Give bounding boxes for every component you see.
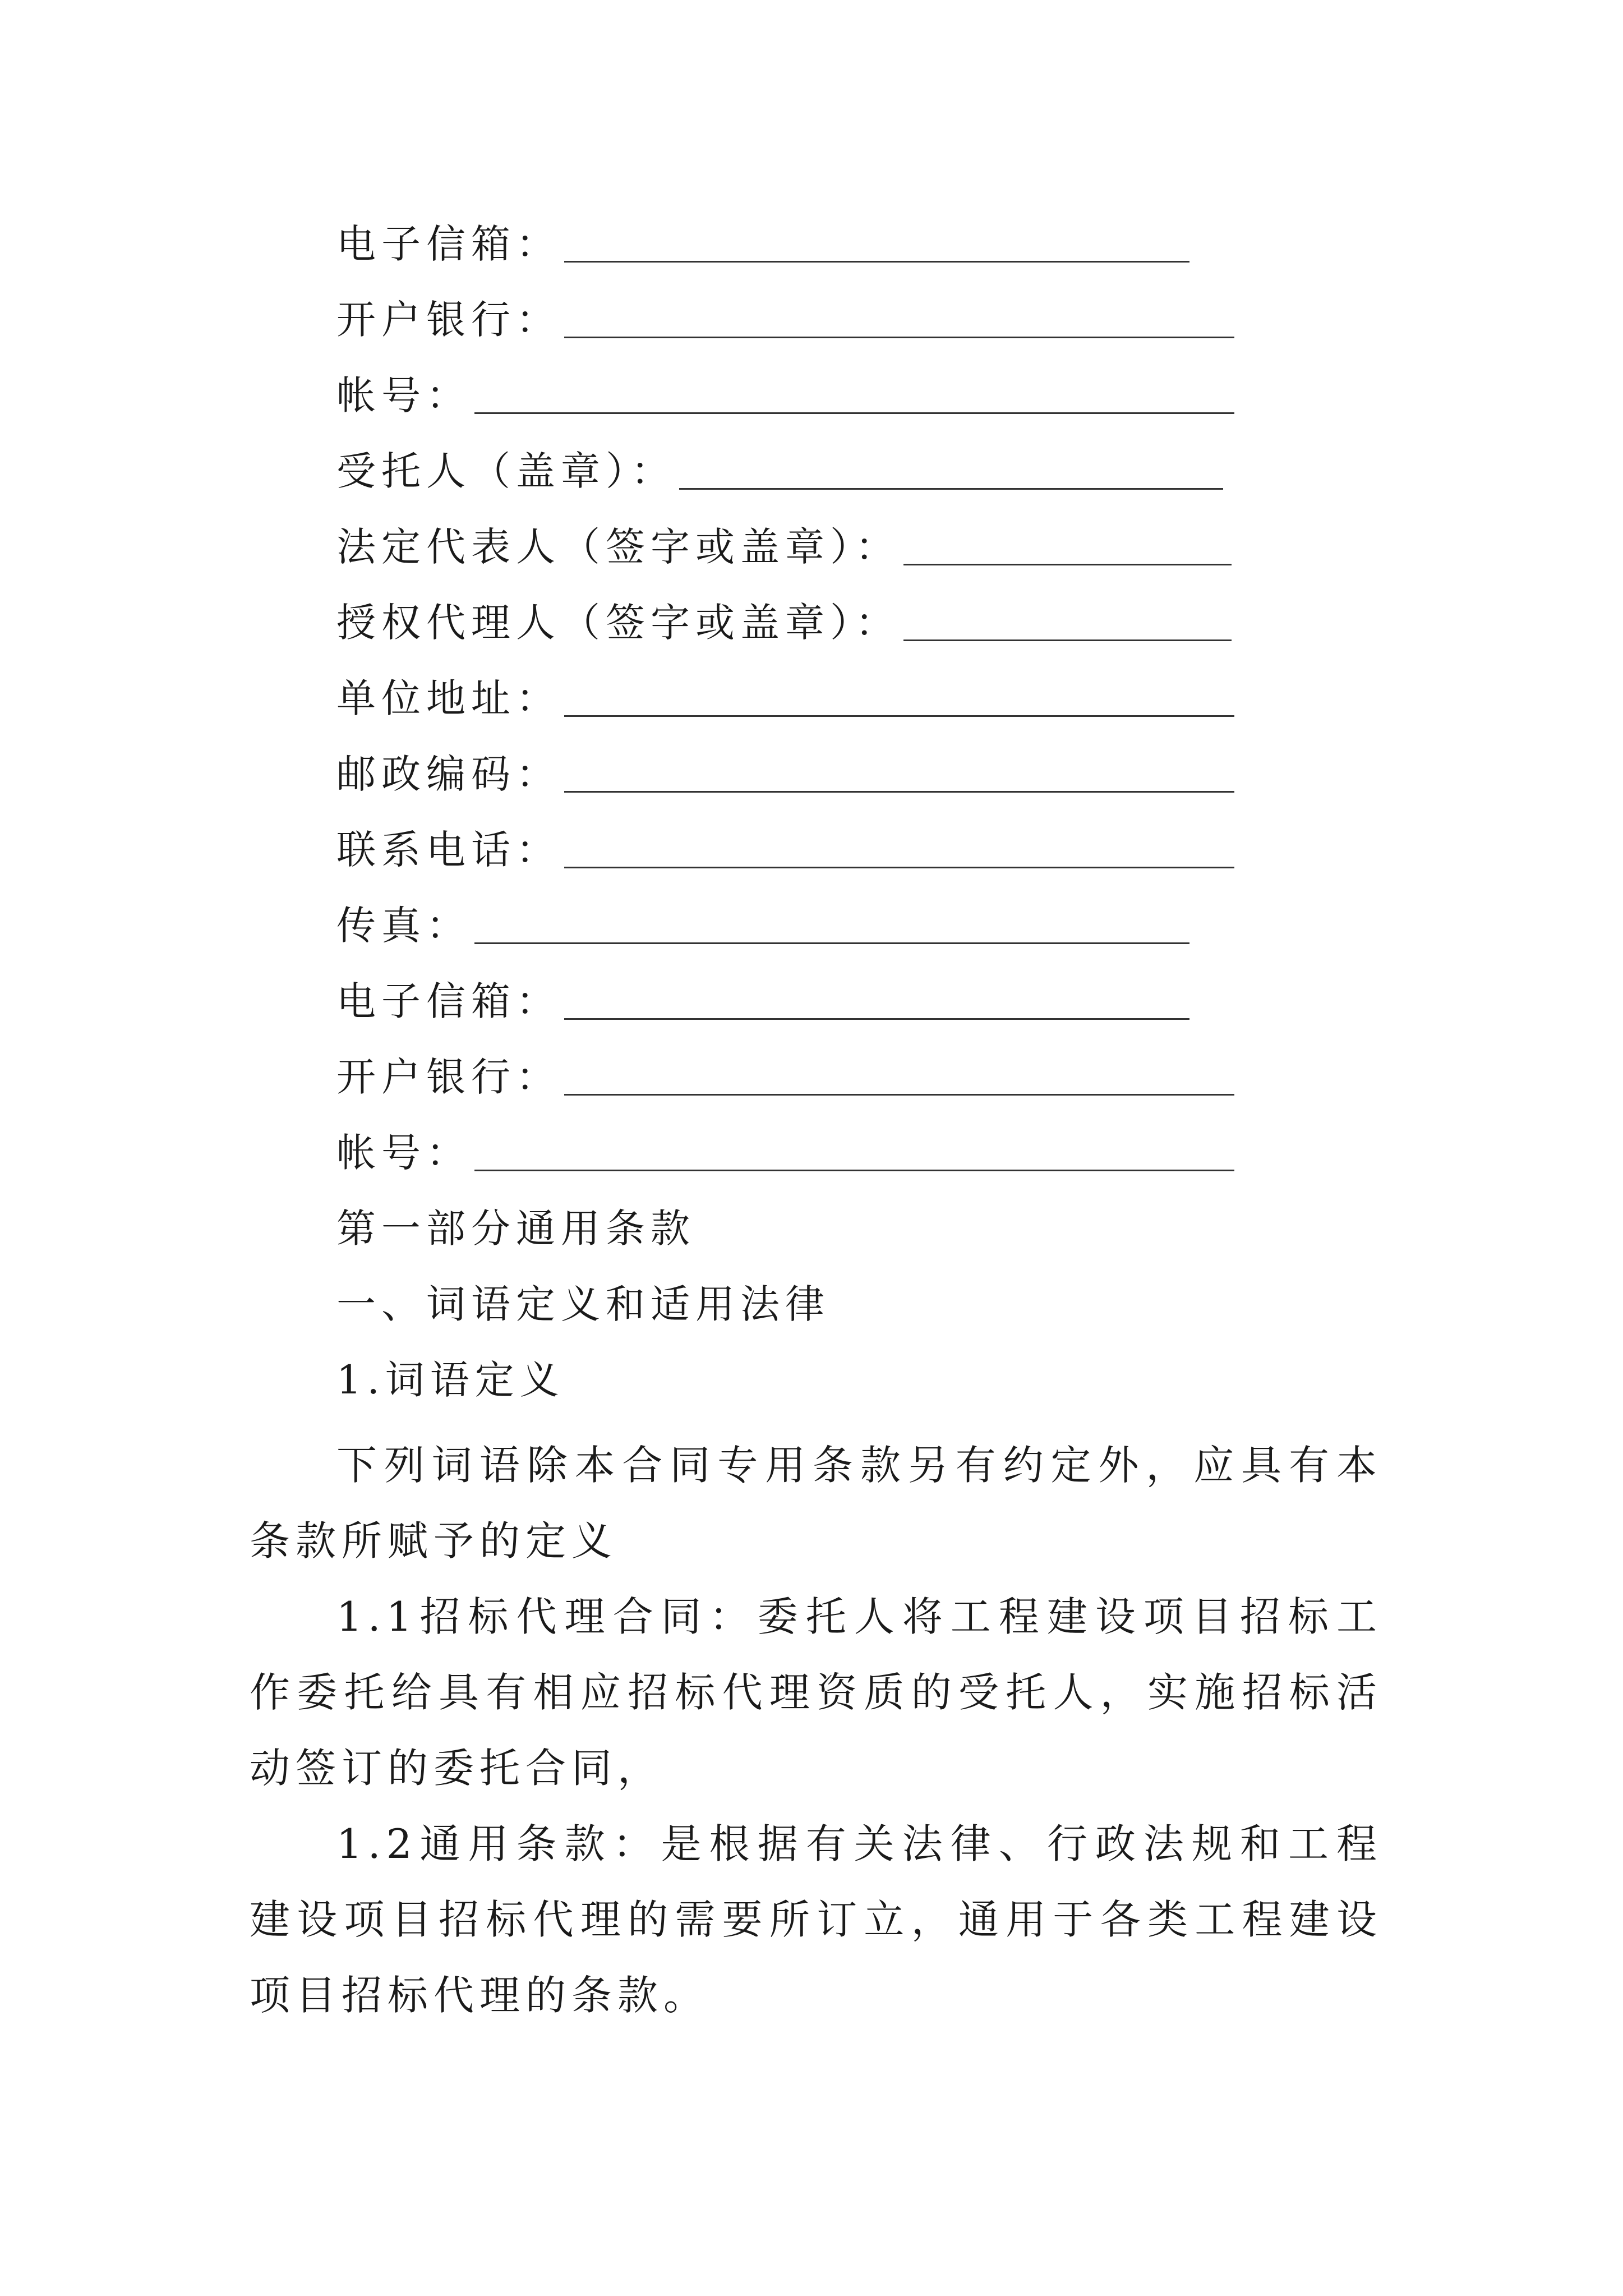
paragraph-1-1: 1.1招标代理合同：委托人将工程建设项目招标工作委托给具有相应招标代理资质的受托人，实施招标活动签订的委托合同， (250, 1593, 1382, 1792)
field-label: 开户银行： (336, 297, 561, 343)
paragraph-1-2: 1.2通用条款：是根据有关法律、行政法规和工程建设项目招标代理的需要所订立，通用于各类工程建设项目招标代理的条款。 (250, 1820, 1382, 2019)
field-label: 帐号： (336, 372, 471, 418)
blank-line (564, 1009, 1189, 1020)
field-address (336, 668, 1234, 729)
blank-line (903, 631, 1232, 641)
field-authorized-agent (336, 592, 1232, 654)
field-label: 受托人（盖章）： (336, 448, 676, 494)
field-label: 联系电话： (336, 827, 561, 873)
field-fax (336, 895, 1189, 956)
field-label: 帐号： (336, 1130, 471, 1176)
field-email-2 (336, 970, 1189, 1032)
field-postcode (336, 743, 1234, 805)
field-account-2 (336, 1122, 1234, 1184)
field-legal-rep (336, 516, 1232, 578)
field-label: 单位地址： (336, 675, 561, 721)
part-title: 第一部分通用条款 (336, 1205, 695, 1251)
blank-line (564, 328, 1234, 338)
field-label: 邮政编码： (336, 751, 561, 797)
blank-line (564, 1085, 1234, 1096)
field-label: 电子信箱： (336, 978, 561, 1024)
blank-line (564, 706, 1234, 717)
field-email-1 (336, 213, 1189, 275)
field-label: 传真： (336, 903, 471, 949)
paragraph-definitions-intro: 下列词语除本合同专用条款另有约定外，应具有本条款所赋予的定义 (250, 1442, 1382, 1565)
blank-line (903, 555, 1232, 565)
blank-line (474, 933, 1189, 944)
field-bank-1 (336, 289, 1234, 351)
blank-line (474, 1161, 1234, 1171)
blank-line (564, 858, 1234, 868)
field-account-1 (336, 365, 1234, 426)
chapter-title: 一、词语定义和适用法律 (336, 1281, 830, 1327)
field-label: 授权代理人（签字或盖章）： (336, 600, 900, 646)
field-trustee-seal (336, 440, 1223, 502)
blank-line (474, 403, 1234, 414)
field-label: 电子信箱： (336, 221, 561, 267)
field-bank-2 (336, 1046, 1234, 1108)
blank-line (564, 782, 1234, 793)
field-label: 开户银行： (336, 1054, 561, 1100)
field-phone (336, 819, 1234, 881)
blank-line (679, 479, 1223, 490)
field-label: 法定代表人（签字或盖章）： (336, 524, 900, 570)
clause-title: 1.词语定义 (336, 1357, 565, 1403)
blank-line (564, 252, 1189, 263)
